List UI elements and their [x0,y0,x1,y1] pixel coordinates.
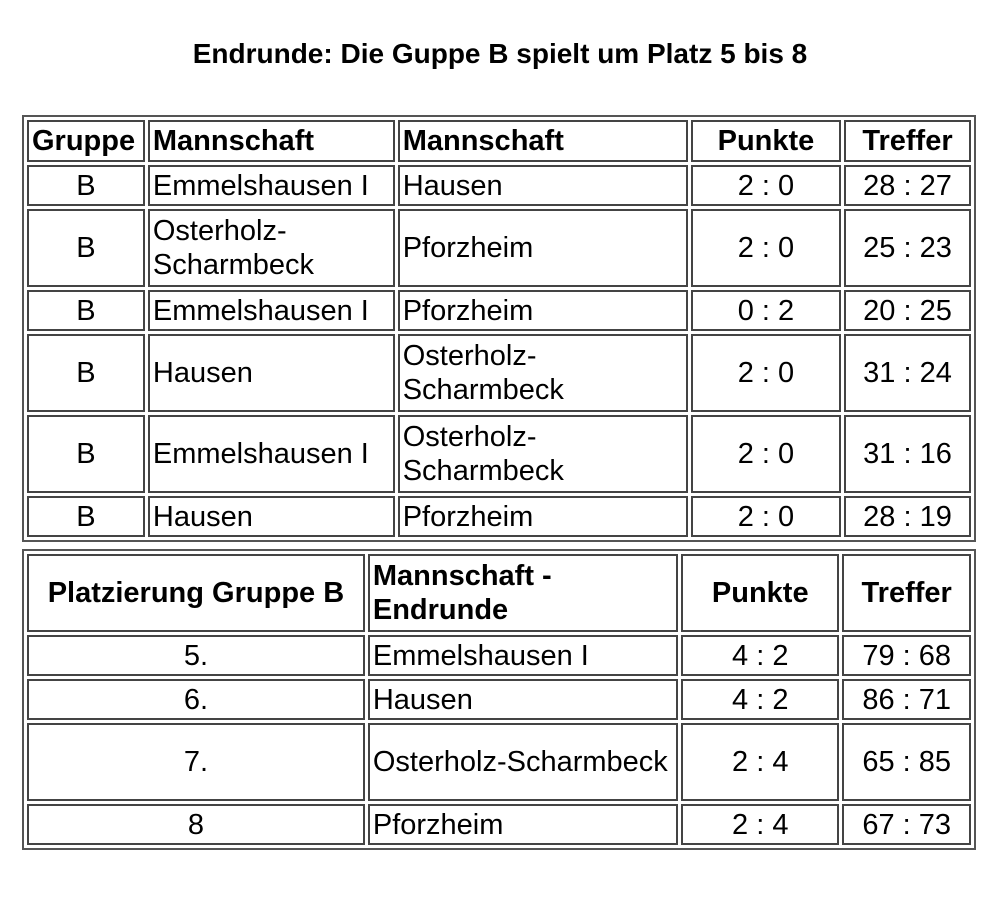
cell-platz: 7. [27,723,365,801]
cell-treffer: 28 : 27 [844,165,971,206]
table-row [27,635,971,676]
cell-punkte: 2 : 4 [681,723,839,801]
cell-gruppe: B [27,334,145,412]
cell-punkte: 2 : 0 [691,415,841,493]
cell-treffer: 20 : 25 [844,290,971,331]
cell-team1: Hausen [148,496,395,537]
cell-punkte: 2 : 0 [691,209,841,287]
cell-team2: Osterholz-Scharmbeck [398,415,688,493]
table-row [27,165,971,206]
cell-team2: Hausen [398,165,688,206]
header-mannschaft-endrunde: Mannschaft - Endrunde [368,554,678,632]
games-header-row [27,120,971,162]
cell-team2: Pforzheim [398,290,688,331]
cell-treffer: 31 : 16 [844,415,971,493]
cell-team2: Osterholz-Scharmbeck [398,334,688,412]
cell-gruppe: B [27,165,145,206]
cell-team: Hausen [368,679,678,720]
table-row [27,496,971,537]
cell-treffer: 86 : 71 [842,679,971,720]
cell-punkte: 2 : 0 [691,496,841,537]
cell-team1: Osterholz-Scharmbeck [148,209,395,287]
cell-team1: Hausen [148,334,395,412]
cell-punkte: 4 : 2 [681,679,839,720]
cell-platz: 8 [27,804,365,845]
cell-treffer: 65 : 85 [842,723,971,801]
standings-table [22,549,976,850]
standings-header-row [27,554,971,632]
cell-team2: Pforzheim [398,496,688,537]
header-punkte: Punkte [691,120,841,162]
cell-team: Osterholz-Scharmbeck [368,723,678,801]
table-row [27,415,971,493]
table-row [27,679,971,720]
table-row [27,804,971,845]
table-row [27,209,971,287]
cell-team: Emmelshausen I [368,635,678,676]
cell-punkte: 2 : 0 [691,165,841,206]
cell-punkte: 0 : 2 [691,290,841,331]
cell-treffer: 31 : 24 [844,334,971,412]
cell-treffer: 28 : 19 [844,496,971,537]
games-table [22,115,976,542]
cell-punkte: 2 : 0 [691,334,841,412]
header-mannschaft-1: Mannschaft [148,120,395,162]
cell-team1: Emmelshausen I [148,290,395,331]
cell-gruppe: B [27,290,145,331]
cell-team: Pforzheim [368,804,678,845]
cell-gruppe: B [27,209,145,287]
cell-gruppe: B [27,415,145,493]
table-row [27,290,971,331]
cell-punkte: 4 : 2 [681,635,839,676]
cell-team1: Emmelshausen I [148,165,395,206]
cell-treffer: 25 : 23 [844,209,971,287]
page-title: Endrunde: Die Guppe B spielt um Platz 5 bis 8 [192,38,808,69]
cell-platz: 6. [27,679,365,720]
header-gruppe: Gruppe [27,120,145,162]
header-treffer: Treffer [844,120,971,162]
header-treffer: Treffer [842,554,971,632]
cell-treffer: 79 : 68 [842,635,971,676]
cell-treffer: 67 : 73 [842,804,971,845]
cell-team2: Pforzheim [398,209,688,287]
table-row [27,723,971,801]
table-row [27,334,971,412]
cell-gruppe: B [27,496,145,537]
header-punkte: Punkte [681,554,839,632]
cell-team1: Emmelshausen I [148,415,395,493]
header-platzierung: Platzierung Gruppe B [27,554,365,632]
cell-platz: 5. [27,635,365,676]
cell-punkte: 2 : 4 [681,804,839,845]
header-mannschaft-2: Mannschaft [398,120,688,162]
